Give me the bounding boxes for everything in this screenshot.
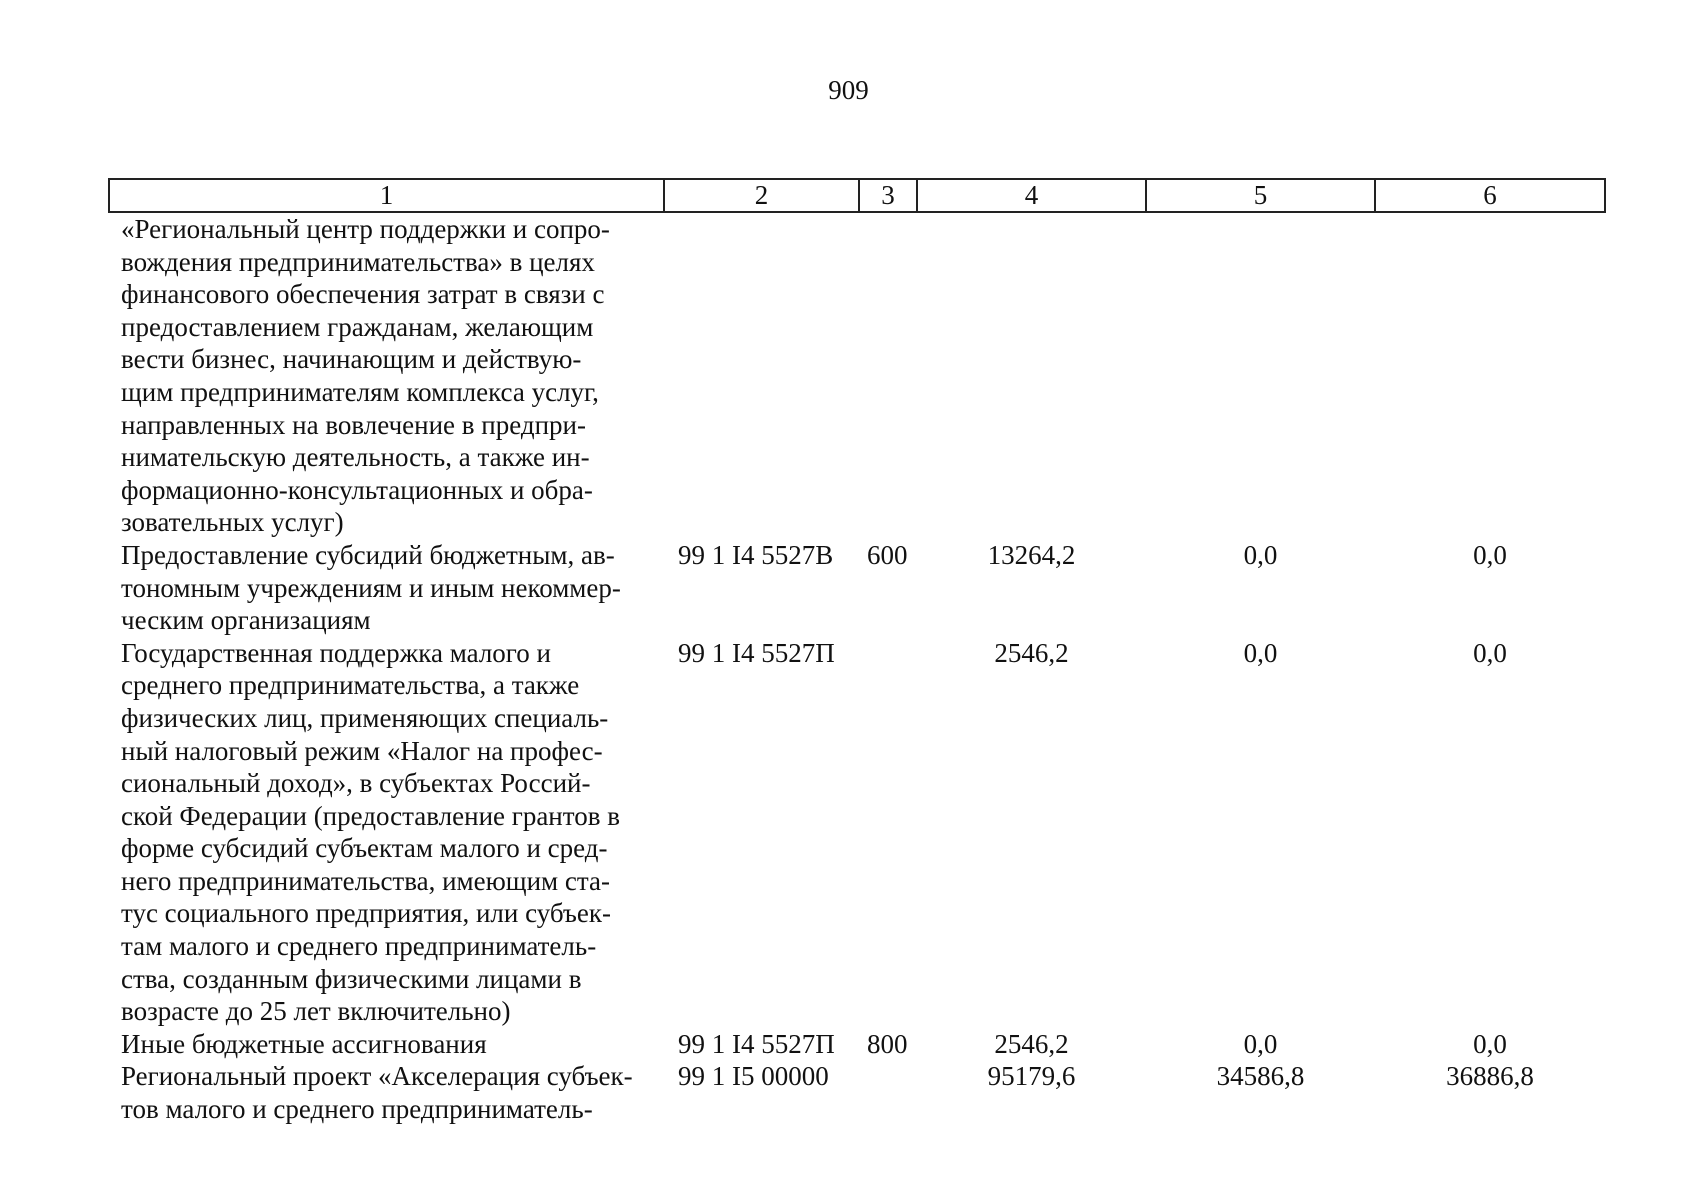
- row-amount-1: 13264,2: [987, 539, 1076, 570]
- table-row: [109, 1028, 1605, 1061]
- row-amount-2: 0,0: [1243, 539, 1278, 570]
- row-target-code: 99 1 I4 5527В: [678, 539, 834, 570]
- row-amount-3: 0,0: [1473, 539, 1507, 570]
- table-row: [109, 637, 1605, 1028]
- row-amount-3: 36886,8: [1446, 1061, 1534, 1092]
- row-target-code: 99 1 I4 5527П: [678, 637, 835, 668]
- row-amount-2: [1146, 212, 1375, 539]
- table-row: [109, 1060, 1605, 1125]
- row-description: Предоставление субсидий бюджетным, ав- тономным учреждениям и иным некоммер- ческим организациям: [121, 539, 621, 636]
- row-expense-type: [859, 212, 917, 539]
- row-expense-type: 600: [867, 539, 908, 570]
- header-col-5: 5: [1146, 179, 1375, 212]
- row-amount-2: 0,0: [1243, 1028, 1278, 1059]
- header-col-6: 6: [1375, 179, 1605, 212]
- row-target-code: [664, 212, 859, 539]
- row-amount-2: 34586,8: [1216, 1061, 1305, 1092]
- header-col-3: 3: [859, 179, 917, 212]
- row-amount-1: 2546,2: [994, 637, 1069, 668]
- budget-table: [108, 178, 1606, 1126]
- row-description: Иные бюджетные ассигнования: [121, 1028, 487, 1059]
- row-amount-1: 95179,6: [987, 1061, 1076, 1092]
- row-target-code: 99 1 I5 00000: [678, 1061, 829, 1092]
- row-description: Государственная поддержка малого и среднего предпринимательства, а также физических лиц, применяющих специаль- ный налоговый режим «Налог на профес- сиональный доход», в субъектах Россий- ской Федерации (предоставление грантов в форме субсидий субъектам малого и сред- него предпринимательства, имеющим ста- тус социального предприятия, или субъек- там малого и среднего предприниматель- ства, созданным физическими лицами в возрасте до 25 лет включительно): [121, 637, 620, 1027]
- row-target-code: 99 1 I4 5527П: [678, 1028, 835, 1059]
- row-amount-2: 0,0: [1243, 637, 1278, 668]
- column-number-header-row: [109, 179, 1605, 212]
- row-amount-1: [917, 212, 1146, 539]
- row-description: «Региональный центр поддержки и сопро- вождения предпринимательства» в целях финансового обеспечения затрат в связи с предоставлением гражданам, желающим вести бизнес, начинающим и действую- щим предпринимателям комплекса услуг, направленных на вовлечение в предпри- нимательскую деятельность, а также ин- формационно-консультационных и обра- зовательных услуг): [121, 214, 610, 538]
- row-expense-type: [859, 637, 917, 1028]
- row-description: Региональный проект «Акселерация субъек- тов малого и среднего предприниматель-: [121, 1061, 633, 1125]
- row-expense-type: [859, 1060, 917, 1125]
- row-expense-type: 800: [867, 1028, 908, 1059]
- table-row: [109, 212, 1605, 539]
- header-col-4: 4: [917, 179, 1146, 212]
- row-amount-3: 0,0: [1473, 1028, 1507, 1059]
- page-number: 909: [828, 75, 869, 105]
- header-col-2: 2: [664, 179, 859, 212]
- table-row: [109, 539, 1605, 637]
- row-amount-3: [1375, 212, 1605, 539]
- row-amount-3: 0,0: [1473, 637, 1507, 668]
- header-col-1: 1: [109, 179, 664, 212]
- budget-table-container: [108, 178, 1604, 1126]
- row-amount-1: 2546,2: [994, 1028, 1069, 1059]
